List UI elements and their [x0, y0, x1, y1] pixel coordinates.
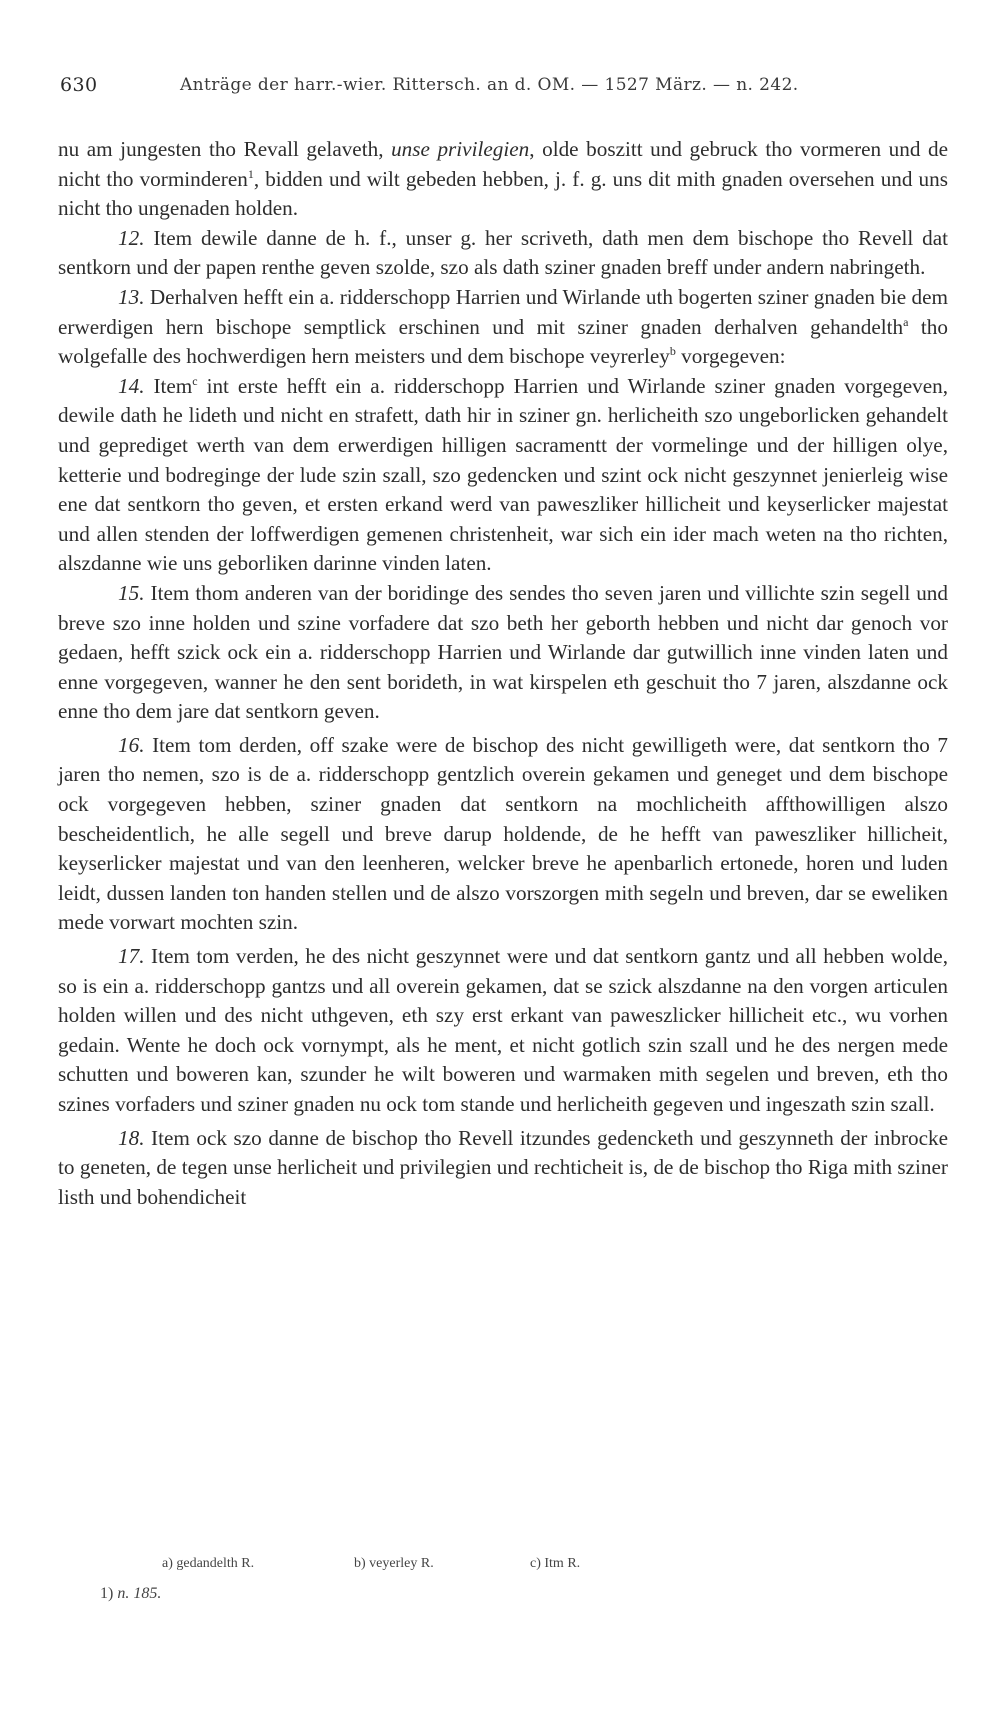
- paragraph-number: 15.: [118, 580, 145, 605]
- variant-note-b: b) veyerley R.: [354, 1556, 434, 1571]
- textual-variants: [162, 1556, 862, 1576]
- footnote-1-text: n. 185.: [117, 1585, 162, 1602]
- running-title: Anträge der harr.-wier. Rittersch. an d. OM. — 1527 März. — n. 242.: [180, 75, 799, 95]
- paragraph-number: 18.: [118, 1125, 145, 1150]
- paragraph-number: 14.: [118, 373, 145, 398]
- footnote-1-mark: 1): [100, 1585, 114, 1602]
- footnote-1: [100, 1585, 161, 1603]
- variant-note-a: a) gedandelth R.: [162, 1556, 255, 1571]
- paragraph-12: 12. Item dewile danne de h. f., unser g. her scriveth, dath men dem bischope tho Revell dat sentkorn und der papen renthe geven szolde, szo als dath sziner gnaden breff under andern nabringeth.: [58, 225, 949, 280]
- variant-mark: c: [192, 373, 198, 388]
- paragraph-14: 14. Item$^c$ int erste hefft ein a. ridderschopp Harrien und Wirlande sziner gnaden vorgegeven, dewile dath he lideth und nicht en strafett, dath hir in sziner gn. herlicheith szo ungeborlicken gehandelt und geprediget werth van dem erwerdigen hilligen sacramentt der vormelinge und der hilligen olye, ketterie und bodreginge der lude szin szall, szo gedencken und szint ock nicht geszynnet jenierleig wise ene dat sentkorn tho geven, et ersten erkand werd van paweszliker hillicheit und keyserlicker majestat und allen stenden der loffwerdigen gemenen christenheit, war sich ein ider mach weten na tho richten, alszdanne wie uns geborliken darinne vinden laten.: [58, 373, 948, 576]
- paragraph-16: 16. Item tom derden, off szake were de bischop des nicht gewilligeth were, dat sentkorn tho 7 jaren tho nemen, szo is de a. ridderschopp gentzlich overein gekamen und geneget und dem bischope ock vorgegeven hebben, sziner gnaden dat sentkorn na mochlicheith affthowilligen alszo bescheidentlich, he alle segell und breve darup holdende, de he hefft van paweszliker hillicheit, keyserlicker majestat und van den leenheren, welcker breve he apenbarlich ertonede, horen und luden leidt, dussen landen ton handen stellen und de alszo vorszorgen mith segeln und breven, dar se eweliken mede vorwart mochten szin.: [58, 732, 948, 935]
- page-number: 630: [60, 74, 98, 96]
- paragraph-number: 16.: [118, 732, 145, 757]
- variant-mark: a: [903, 314, 909, 329]
- paragraph-number: 17.: [118, 944, 145, 969]
- main-text: [58, 135, 948, 1212]
- paragraph-number: 12.: [118, 225, 145, 250]
- variant-note-c: c) Itm R.: [530, 1556, 581, 1571]
- paragraph-intro: nu am jungesten tho Revall gelaveth, unse privilegien, olde boszitt und gebruck tho vormeren und de nicht tho vorminderen$^1$, bidden und wilt gebeden hebben, j. f. g. uns dit mith gnaden oversehen und uns nicht tho ungenaden holden.: [58, 137, 949, 221]
- paragraph-number: 13.: [118, 284, 145, 309]
- footnote-mark: 1: [247, 166, 254, 181]
- paragraph-17: 17. Item tom verden, he des nicht geszynnet were und dat sentkorn gantz und all hebben wolde, so is ein a. ridderschopp gantzs und all overein gekamen, dat se szick alszdanne na den vorgen articulen holden willen und des nicht uthgeven, eth szy erst erkant van paweszlicker hillicheit etc., wu vorhen gedain. Wente he doch ock vornympt, als he ment, et nicht gotlich szin szall und he des nergen mede schutten und boweren kan, szunder he wilt boweren und warmaken mith segelen und breven, eth tho szines vorfaders und sziner gnaden nu ock tom stande und herlicheith gegeven und ingeszath szin szall.: [58, 944, 949, 1116]
- paragraph-15: 15. Item thom anderen van der boridinge des sendes tho seven jaren und villichte szin segell und breve szo inne holden und szine vorfadere dat szo beth her geborth hebben und nicht dar genoch vor gedaen, hefft szick ock ein a. ridderschopp Harrien und Wirlande dar gutwillich inne vinden laten und enne vorgegeven, wanner he den sent borideth, in wat kirspelen eth geschuit tho 7 jaren, alszdanne ock enne tho dem jare dat sentkorn geven.: [58, 580, 948, 724]
- page-header: [60, 74, 950, 104]
- paragraph-13: 13. Derhalven hefft ein a. ridderschopp Harrien und Wirlande uth bogerten sziner gnaden bie dem erwerdigen hern bischope semptlick erschinen und mit sziner gnaden derhalven gehandelth$^a$ tho wolgefalle des hochwerdigen hern meisters und dem bischope veyrerley$^b$ vorgegeven:: [58, 284, 948, 369]
- variant-mark: b: [669, 344, 676, 359]
- paragraph-18: 18. Item ock szo danne de bischop tho Revell itzundes gedencketh und geszynneth der inbrocke to geneten, de tegen unse herlicheit und privilegien und rechticheit is, de de bischop tho Riga mith sziner listh und bohendicheit: [58, 1125, 948, 1209]
